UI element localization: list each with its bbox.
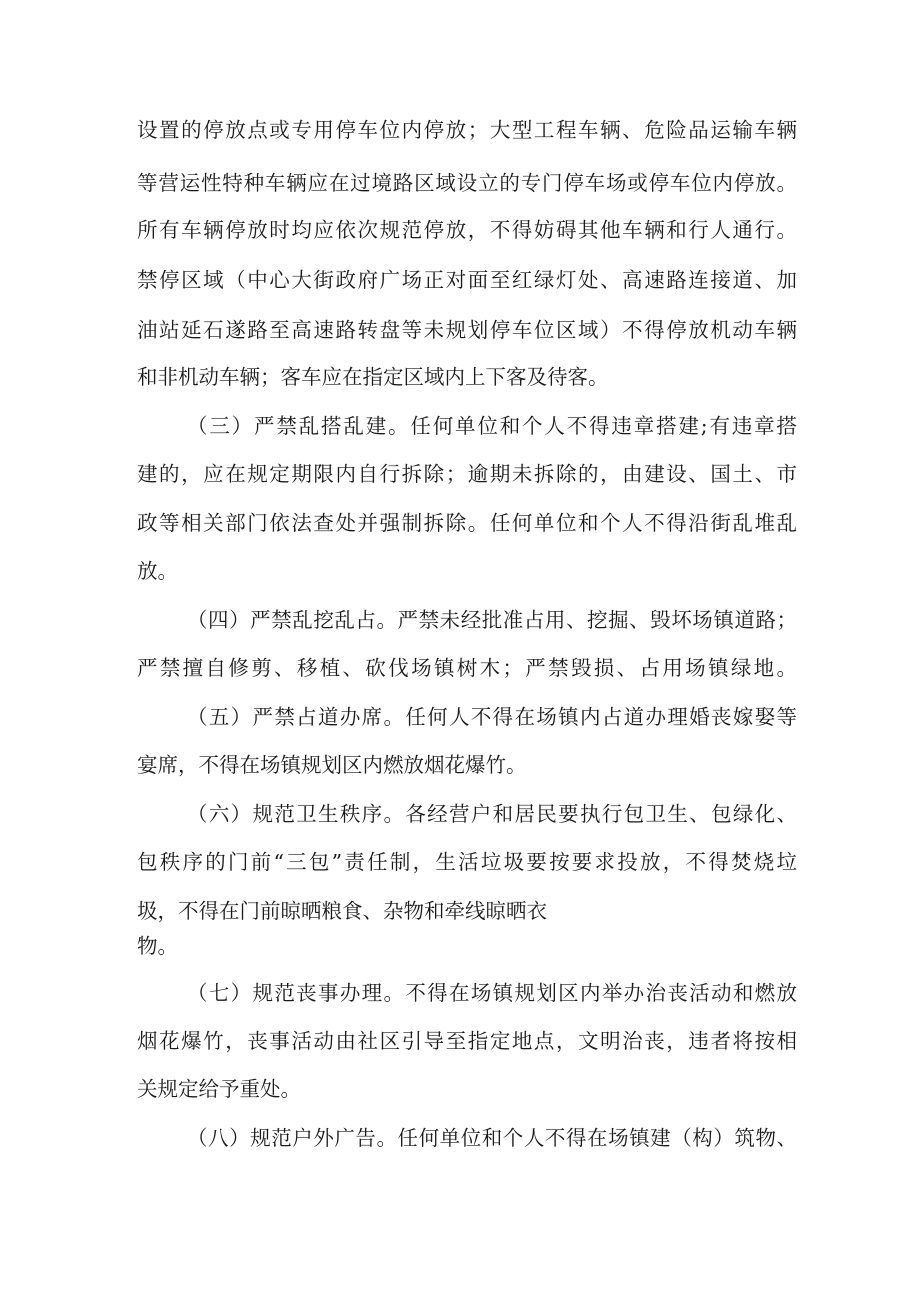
text-line: 和非机动车辆；客车应在指定区域内上下客及待客。 (137, 365, 609, 389)
text-line: 严禁擅自修剪、移植、砍伐场镇树木；严禁毁损、占用场镇绿地。 (137, 656, 797, 680)
text-line: 烟花爆竹，丧事活动由社区引导至指定地点，文明治丧，违者将按相 (137, 1029, 797, 1053)
section-heading-line: （八）规范户外广告。任何单位和个人不得在场镇建（构）筑物、 (187, 1126, 797, 1150)
text-line: 所有车辆停放时均应依次规范停放，不得妨碍其他车辆和行人通行。 (137, 218, 797, 242)
text-line: 油站延石遂路至高速路转盘等未规划停车位区域）不得停放机动车辆 (137, 318, 797, 342)
section-heading-line: （四）严禁乱挖乱占。严禁未经批准占用、挖掘、毁坏场镇道路； (187, 608, 797, 632)
text-line: 放。 (137, 559, 178, 583)
section-heading-line: （七）规范丧事办理。不得在场镇规划区内举办治丧活动和燃放 (187, 981, 797, 1005)
text-line: 建的，应在规定期限内自行拆除；逾期未拆除的，由建设、国土、市 (137, 462, 797, 486)
text-line: 包秩序的门前“三包”责任制，生活垃圾要按要求投放，不得焚烧垃 (137, 850, 797, 874)
text-line: 禁停区域（中心大街政府广场正对面至红绿灯处、高速路连接道、加 (137, 268, 797, 292)
text-line: 等营运性特种车辆应在过境路区域设立的专门停车场或停车位内停放。 (137, 171, 797, 195)
text-line: 设置的停放点或专用停车位内停放；大型工程车辆、危险品运输车辆 (137, 118, 797, 142)
text-line: 政等相关部门依法查处并强制拆除。任何单位和个人不得沿街乱堆乱 (137, 511, 797, 535)
text-line: 宴席，不得在场镇规划区内燃放烟花爆竹。 (137, 753, 527, 777)
section-heading-line: （五）严禁占道办席。任何人不得在场镇内占道办理婚丧嫁娶等 (187, 705, 797, 729)
text-line: 圾，不得在门前晾晒粮食、杂物和牵线晾晒衣 (137, 899, 547, 923)
text-line: 物。 (137, 934, 178, 958)
section-heading-line: （三）严禁乱搭乱建。任何单位和个人不得违章搭建;有违章搭 (187, 414, 797, 438)
text-line: 关规定给予重处。 (137, 1077, 301, 1101)
section-heading-line: （六）规范卫生秩序。各经营户和居民要执行包卫生、包绿化、 (187, 802, 797, 826)
